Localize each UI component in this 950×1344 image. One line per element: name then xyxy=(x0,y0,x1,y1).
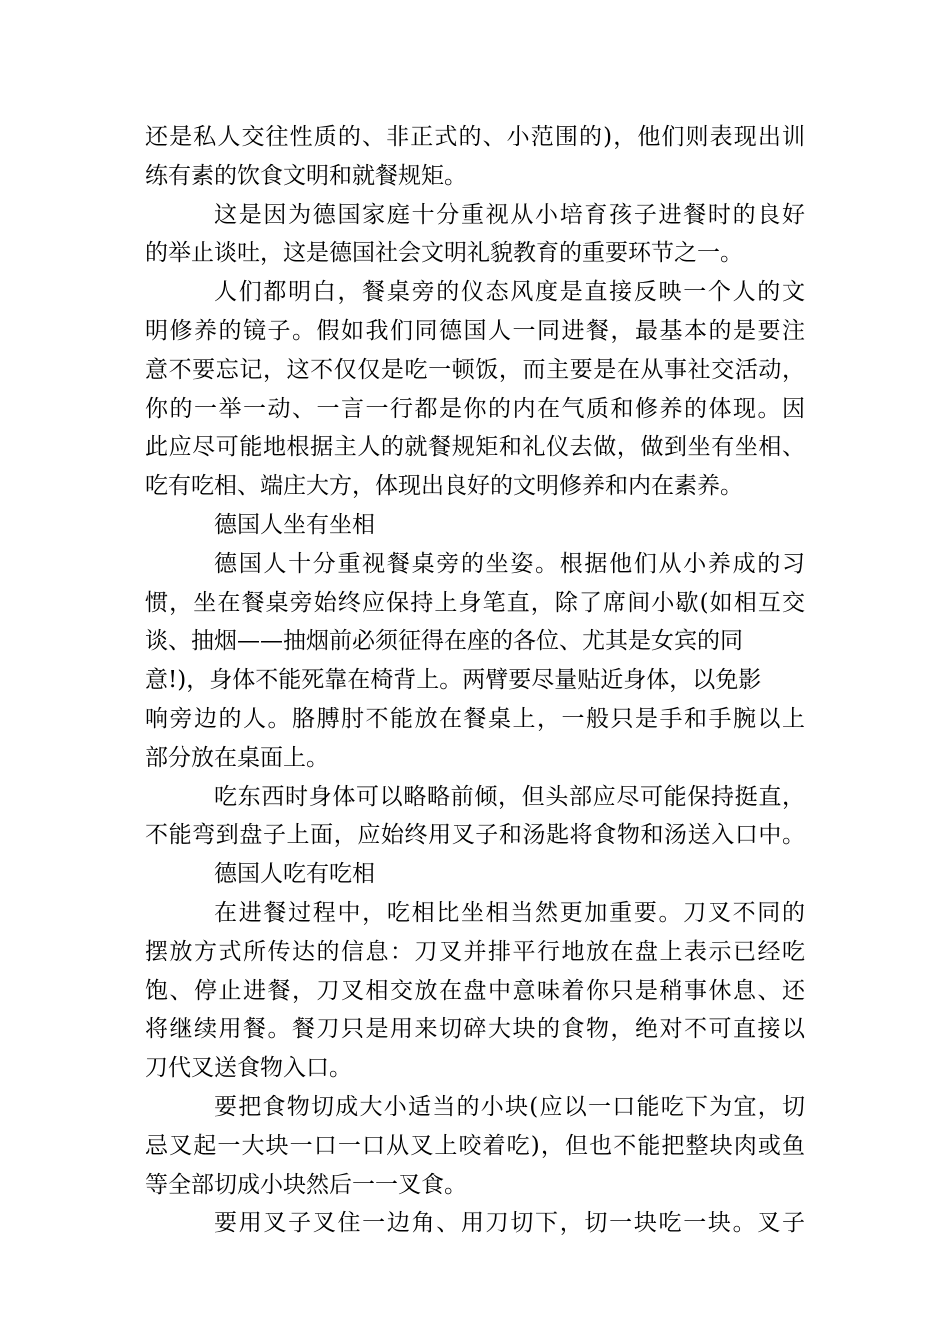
paragraph-start-line: 要用叉子叉住一边角、用刀切下，切一块吃一块。叉子 xyxy=(214,1210,805,1237)
text-line: 明修养的镜子。假如我们同德国人一同进餐，最基本的是要注 xyxy=(145,317,805,344)
text-line: 的举止谈吐，这是德国社会文明礼貌教育的重要环节之一。 xyxy=(145,240,743,267)
text-line: 刀代叉送食物入口。 xyxy=(145,1055,352,1082)
text-line: 不能弯到盘子上面，应始终用叉子和汤匙将食物和汤送入口中。 xyxy=(145,822,805,849)
paragraph-start-line: 吃东西时身体可以略略前倾，但头部应尽可能保持挺直， xyxy=(214,783,805,810)
paragraph-start-line: 要把食物切成大小适当的小块(应以一口能吃下为宜，切 xyxy=(214,1093,805,1120)
text-line: 将继续用餐。餐刀只是用来切碎大块的食物，绝对不可直接以 xyxy=(145,1016,805,1043)
paragraph-start-line: 德国人十分重视餐桌旁的坐姿。根据他们从小养成的习 xyxy=(214,550,805,577)
text-line: 响旁边的人。胳膊肘不能放在餐桌上，一般只是手和手腕以上 xyxy=(145,705,805,732)
paragraph-start-line: 在进餐过程中，吃相比坐相当然更加重要。刀叉不同的 xyxy=(214,899,805,926)
text-line: 此应尽可能地根据主人的就餐规矩和礼仪去做，做到坐有坐相、 xyxy=(145,434,805,461)
text-line: 意不要忘记，这不仅仅是吃一顿饭，而主要是在从事社交活动， xyxy=(145,356,805,383)
text-line: 饱、停止进餐，刀叉相交放在盘中意味着你只是稍事休息、还 xyxy=(145,977,805,1004)
text-line: 谈、抽烟——抽烟前必须征得在座的各位、尤其是女宾的同 xyxy=(145,628,743,655)
section-heading: 德国人吃有吃相 xyxy=(214,861,375,888)
paragraph-start-line: 这是因为德国家庭十分重视从小培育孩子进餐时的良好 xyxy=(214,201,805,228)
text-line: 摆放方式所传达的信息：刀叉并排平行地放在盘上表示已经吃 xyxy=(145,938,805,965)
text-line: 你的一举一动、一言一行都是你的内在气质和修养的体现。因 xyxy=(145,395,805,422)
text-line: 忌叉起一大块一口一口从叉上咬着吃)，但也不能把整块肉或鱼 xyxy=(145,1132,805,1159)
text-line: 意!)，身体不能死靠在椅背上。两臂要尽量贴近身体，以免影 xyxy=(145,667,762,694)
body-text xyxy=(145,118,805,1243)
paragraph-start-line: 人们都明白，餐桌旁的仪态风度是直接反映一个人的文 xyxy=(214,279,805,306)
text-line: 惯，坐在餐桌旁始终应保持上身笔直，除了席间小歇(如相互交 xyxy=(145,589,805,616)
section-heading: 德国人坐有坐相 xyxy=(214,511,375,538)
text-line: 吃有吃相、端庄大方，体现出良好的文明修养和内在素养。 xyxy=(145,473,743,500)
text-line: 练有素的饮食文明和就餐规矩。 xyxy=(145,162,467,189)
text-line: 部分放在桌面上。 xyxy=(145,744,329,771)
text-line: 还是私人交往性质的、非正式的、小范围的)，他们则表现出训 xyxy=(145,124,805,150)
text-line: 等全部切成小块然后一一叉食。 xyxy=(145,1171,467,1198)
